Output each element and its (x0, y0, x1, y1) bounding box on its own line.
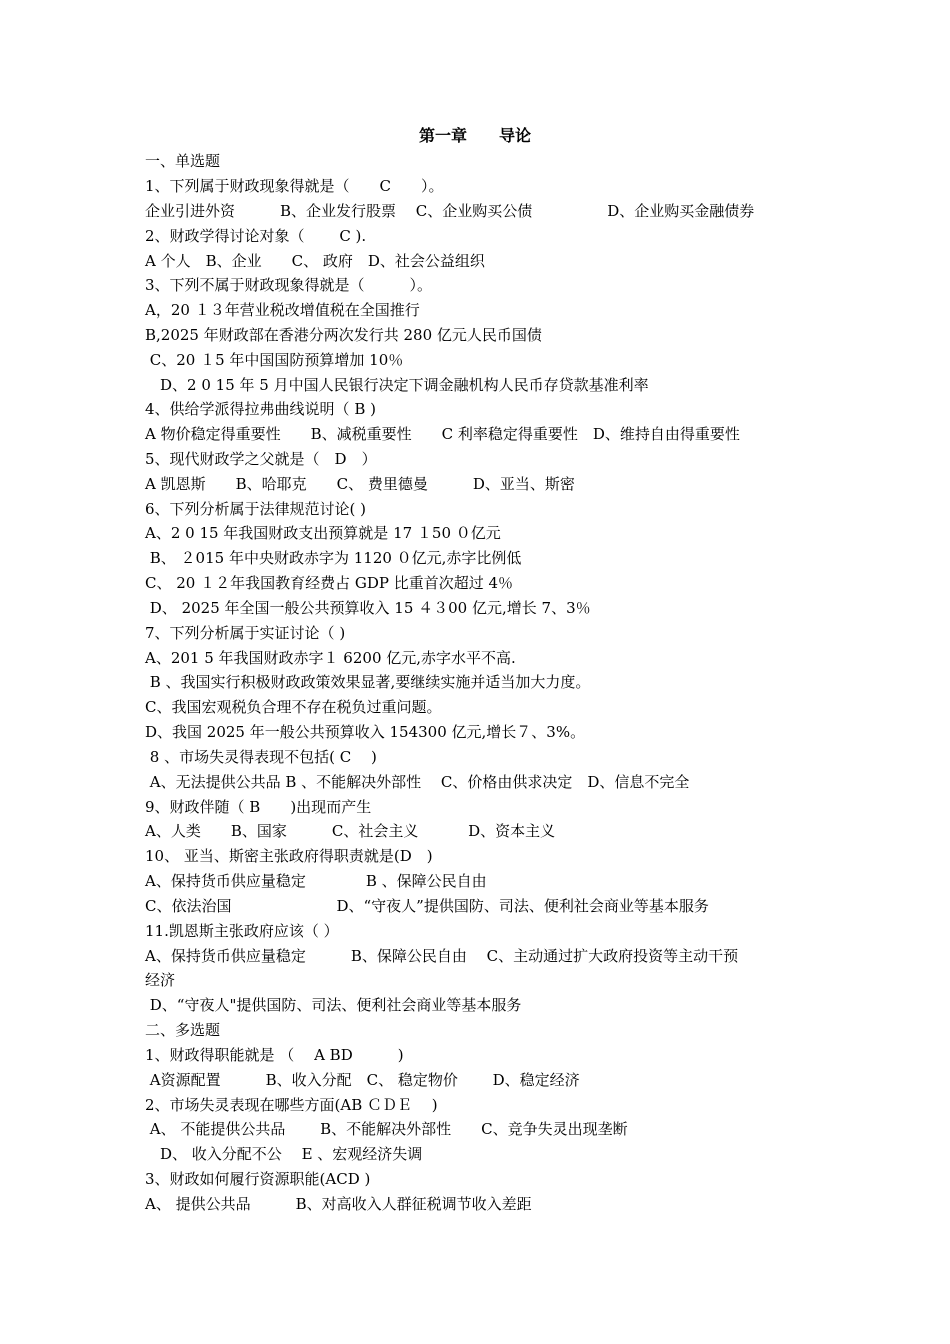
question-4-options: A 物价稳定得重要性 B、减税重要性 C 利率稳定得重要性 D、维持自由得重要性 (145, 425, 740, 443)
question-6-option-c: C、 20 １２年我国教育经费占 GDP 比重首次超过 4％ (145, 574, 514, 592)
question-10-options-ab: A、保持货币供应量稳定 B 、保障公民自由 (145, 872, 487, 890)
question-1: 1、下列属于财政现象得就是（ C ）。 (145, 177, 444, 195)
question-3: 3、下列不属于财政现象得就是（ ）。 (145, 276, 433, 294)
question-6-option-d: D、 2025 年全国一般公共预算收入 15 ４３00 亿元,增长 7、3％ (145, 599, 591, 617)
question-11-option-d: D、“守夜人"提供国防、司法、便利社会商业等基本服务 (145, 996, 522, 1014)
question-6: 6、下列分析属于法律规范讨论( ) (145, 500, 367, 518)
question-7-option-b: B 、我国实行积极财政政策效果显著,要继续实施并适当加大力度。 (145, 673, 591, 691)
question-9-options: A、人类 B、国家 C、社会主义 D、资本主义 (145, 822, 556, 840)
question-3-option-c: C、20 １5 年中国国防预算增加 10％ (145, 351, 404, 369)
question-5: 5、现代财政学之父就是（ D ） (145, 450, 377, 468)
mc-question-3: 3、财政如何履行资源职能(ACD ) (145, 1170, 371, 1188)
question-4: 4、供给学派得拉弗曲线说明（ B ) (145, 400, 376, 418)
question-5-options: A 凯恩斯 B、哈耶克 C、 费里德曼 D、亚当、斯密 (145, 475, 575, 493)
question-3-option-d: D、2 0 15 年 5 月中国人民银行决定下调金融机构人民币存贷款基准利率 (145, 376, 649, 394)
question-1-options: 企业引进外资 B、企业发行股票 C、企业购买公债 D、企业购买金融债券 (145, 202, 755, 220)
question-7: 7、下列分析属于实证讨论（ ) (145, 624, 346, 642)
mc-question-2-options-abc: A、 不能提供公共品 B、不能解决外部性 C、竞争失灵出现垄断 (145, 1120, 628, 1138)
question-2-options: A 个人 B、企业 C、 政府 D、社会公益组织 (145, 252, 485, 270)
question-11-options-abc: A、保持货币供应量稳定 B、保障公民自由 C、主动通过扩大政府投资等主动干预 (145, 947, 739, 965)
question-8: 8 、市场失灵得表现不包括( C ) (145, 748, 377, 766)
question-11-options-wrap: 经济 (145, 971, 176, 989)
question-8-options: A、无法提供公共品 B 、不能解决外部性 C、价格由供求决定 D、信息不完全 (145, 773, 690, 791)
question-6-option-b: B、 ２015 年中央财政赤字为 1120 ０亿元,赤字比例低 (145, 549, 522, 567)
question-2: 2、财政学得讨论对象（ C ). (145, 227, 367, 245)
question-6-option-a: A、2 0 15 年我国财政支出预算就是 17 １50 ０亿元 (145, 524, 501, 542)
question-7-option-a: A、201 5 年我国财政赤字１ 6200 亿元,赤字水平不高. (145, 649, 516, 667)
section-heading-single-choice: 一、单选题 (145, 152, 221, 170)
chapter-title: 第一章 导论 (418, 126, 531, 145)
question-10: 10、 亚当、斯密主张政府得职责就是(D ) (145, 847, 433, 865)
question-7-option-d: D、我国 2025 年一般公共预算收入 154300 亿元,增长７、3%。 (145, 723, 586, 741)
mc-question-2: 2、市场失灵表现在哪些方面(AB ＣＤＥ ) (145, 1096, 438, 1114)
mc-question-2-options-de: D、 收入分配不公 E 、宏观经济失调 (145, 1145, 423, 1163)
section-heading-multiple-choice: 二、多选题 (145, 1021, 221, 1039)
question-10-options-cd: C、依法治国 D、“守夜人”提供国防、司法、便利社会商业等基本服务 (145, 897, 709, 915)
mc-question-3-options-ab: A、 提供公共品 B、对高收入人群征税调节收入差距 (145, 1195, 532, 1213)
question-11: 11.凯恩斯主张政府应该（ ） (145, 922, 339, 940)
question-7-option-c: C、我国宏观税负合理不存在税负过重问题。 (145, 698, 442, 716)
question-9: 9、财政伴随（ B )出现而产生 (145, 798, 372, 816)
question-3-option-a: A，20 １３年营业税改增值税在全国推行 (145, 301, 420, 319)
question-3-option-b: B,2025 年财政部在香港分两次发行共 280 亿元人民币国债 (145, 326, 542, 344)
mc-question-1-options: A资源配置 B、收入分配 C、 稳定物价 D、稳定经济 (145, 1071, 580, 1089)
mc-question-1: 1、财政得职能就是 （ A BD ) (145, 1046, 404, 1064)
